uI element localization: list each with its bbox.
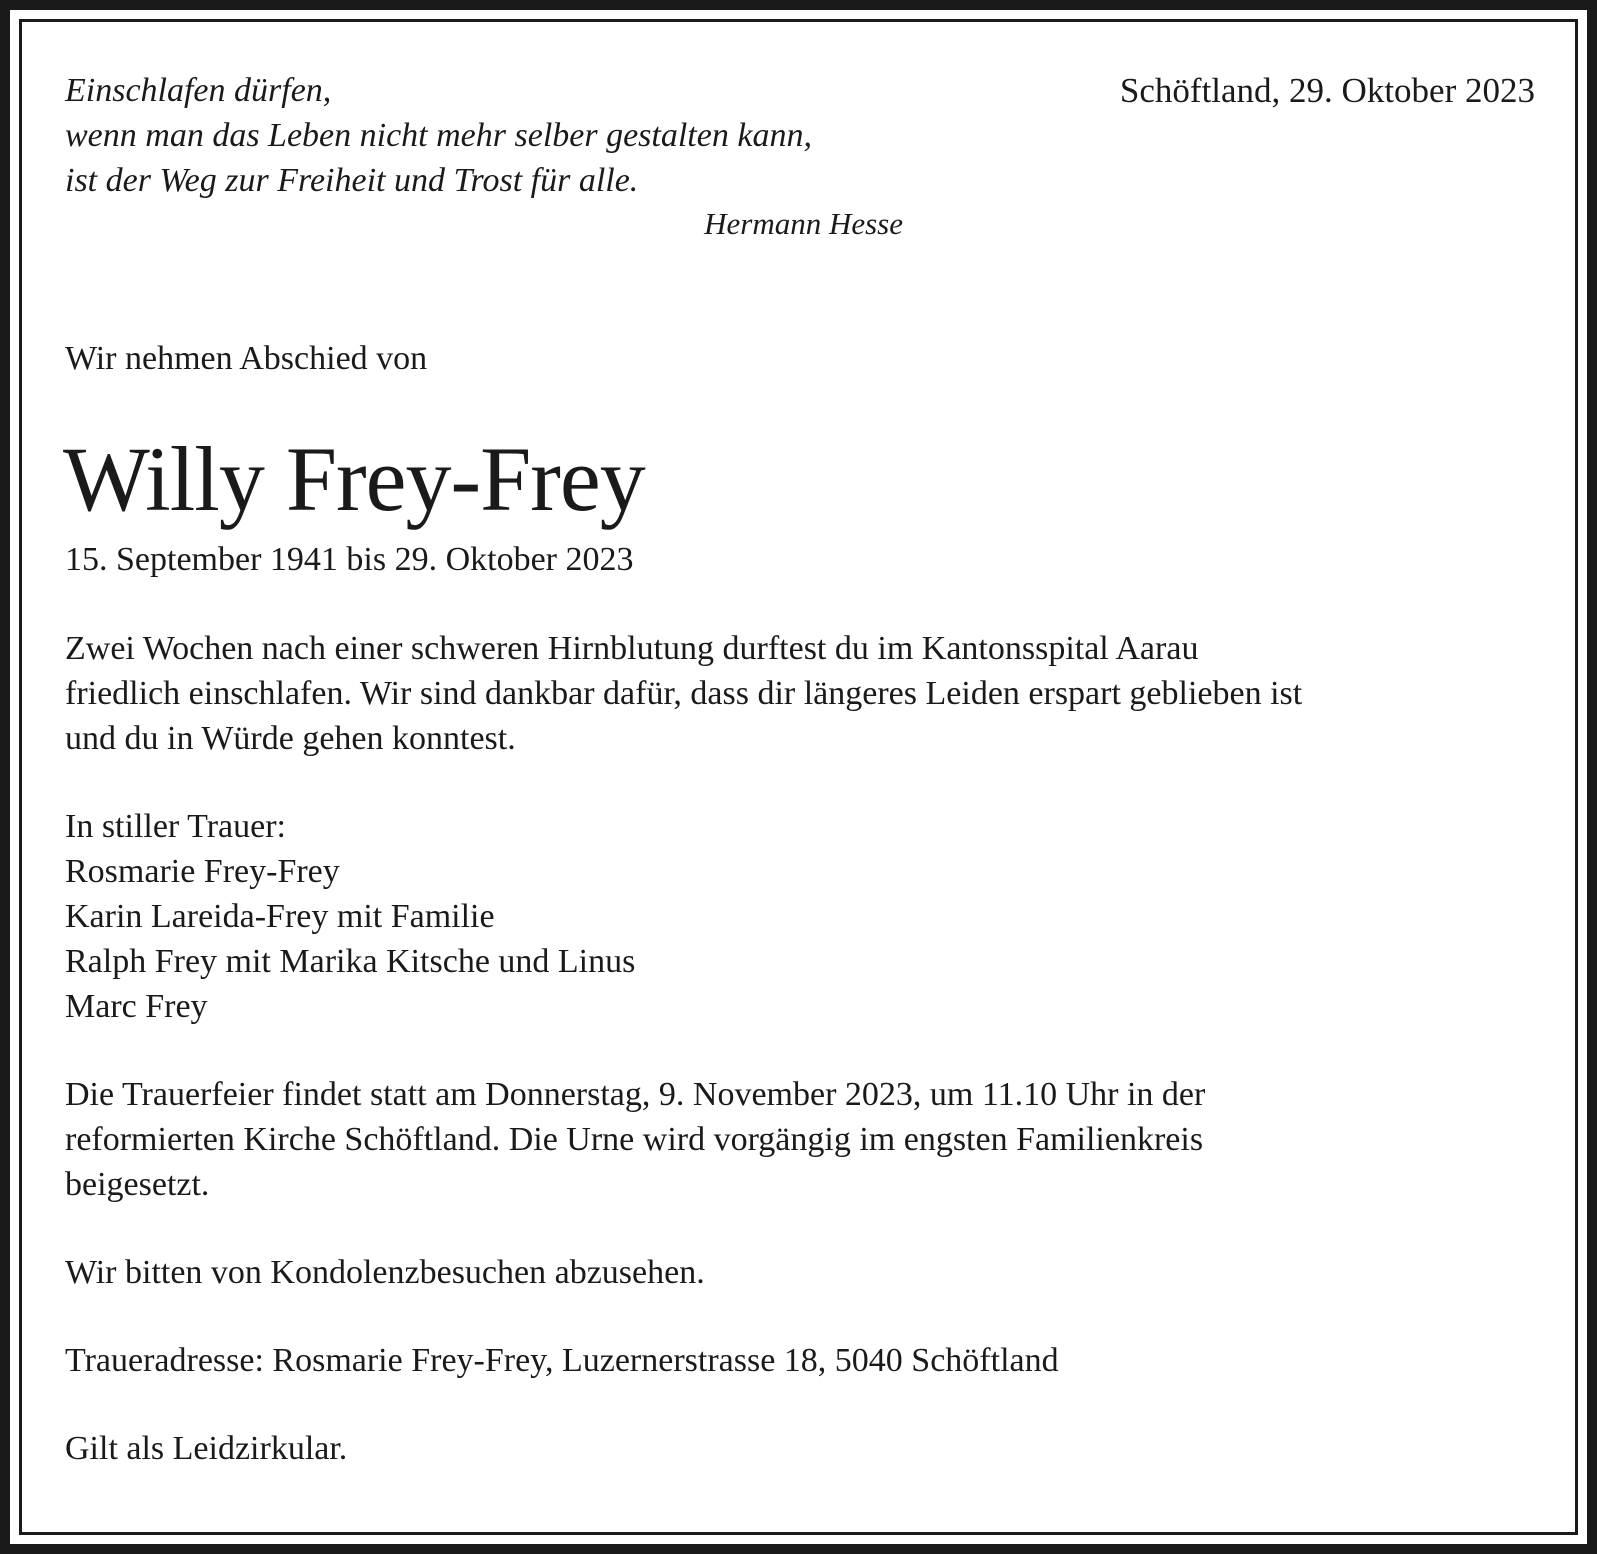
mourner-name: Ralph Frey mit Marika Kitsche und Linus (65, 943, 636, 980)
mourner-name: Rosmarie Frey-Frey (65, 853, 340, 890)
message-line: und du in Würde gehen konntest. (65, 720, 516, 757)
quote (65, 68, 965, 203)
quote-line: ist der Weg zur Freiheit und Trost für alle. (65, 162, 639, 199)
condolence-line: Wir bitten von Kondolenzbesuchen abzusehen. (65, 1254, 705, 1291)
ceremony-line: Die Trauerfeier findet statt am Donnerstag, 9. November 2023, um 11.10 Uhr in der (65, 1076, 1206, 1113)
condolence-note (65, 1250, 1535, 1295)
ceremony-paragraph (65, 1072, 1535, 1207)
quote-line: wenn man das Leben nicht mehr selber gestalten kann, (65, 117, 812, 154)
mourning-address (65, 1338, 1535, 1383)
message-line: Zwei Wochen nach einer schweren Hirnblutung durftest du im Kantonsspital Aarau (65, 630, 1199, 667)
ceremony-line: beigesetzt. (65, 1166, 210, 1203)
ceremony-line: reformierten Kirche Schöftland. Die Urne wird vorgängig im engsten Familienkreis (65, 1121, 1204, 1158)
mourners-list (65, 804, 1535, 1029)
intro-text: Wir nehmen Abschied von (65, 340, 428, 377)
deceased-name: Willy Frey-Frey (63, 428, 645, 530)
mourners-heading: In stiller Trauer: (65, 808, 286, 845)
mourner-name: Marc Frey (65, 988, 208, 1025)
message-paragraph (65, 626, 1535, 761)
mourner-name: Karin Lareida-Frey mit Familie (65, 898, 495, 935)
life-dates: 15. September 1941 bis 29. Oktober 2023 (65, 541, 634, 578)
address-line: Traueradresse: Rosmarie Frey-Frey, Luzernerstrasse 18, 5040 Schöftland (65, 1342, 1059, 1379)
circular-note (65, 1426, 1535, 1471)
quote-author: Hermann Hesse (704, 206, 903, 241)
place-date: Schöftland, 29. Oktober 2023 (1119, 71, 1535, 110)
message-line: friedlich einschlafen. Wir sind dankbar dafür, dass dir längeres Leiden erspart geblieben ist (65, 675, 1303, 712)
quote-line: Einschlafen dürfen, (65, 72, 332, 109)
inner-border (19, 19, 1578, 1535)
circular-line: Gilt als Leidzirkular. (65, 1430, 348, 1467)
